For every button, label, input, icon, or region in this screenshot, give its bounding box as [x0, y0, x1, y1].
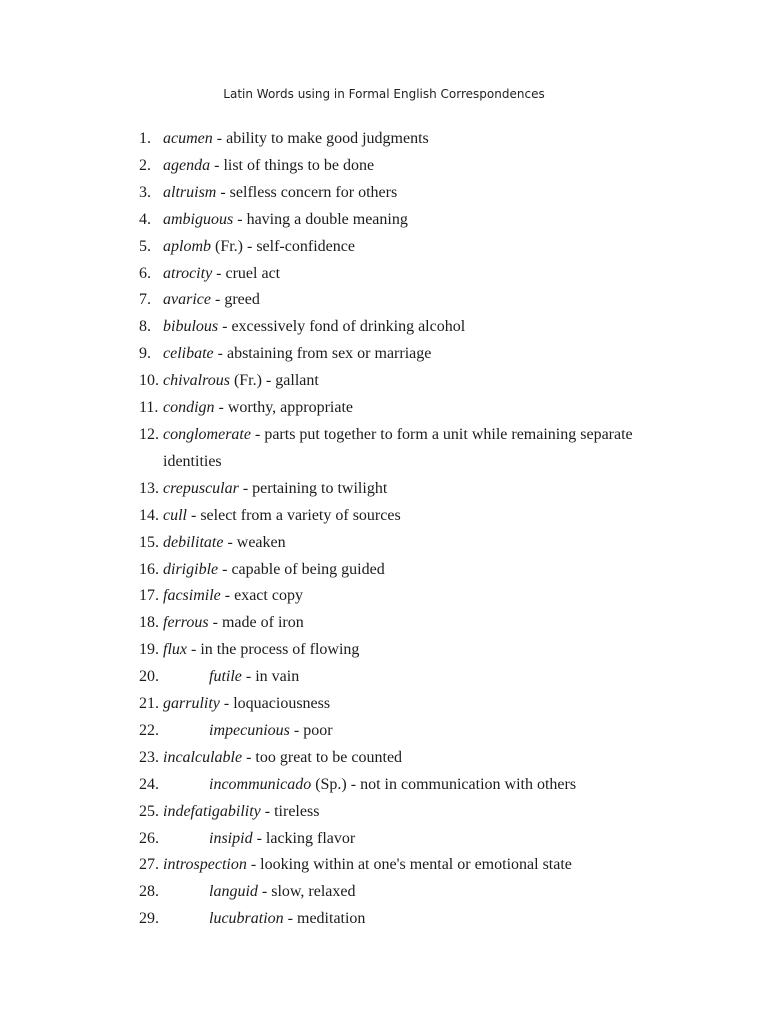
list-item [0, 314, 768, 341]
item-definition: (Fr.) - gallant [229, 372, 319, 390]
item-text [163, 207, 663, 234]
item-text [163, 503, 663, 530]
list-item [0, 180, 768, 207]
item-definition: - abstaining from sex or marriage [213, 345, 432, 363]
item-text [209, 772, 689, 799]
item-text [163, 745, 663, 772]
item-definition: - greed [210, 291, 260, 309]
item-definition: - made of iron [208, 614, 304, 632]
list-item [0, 207, 768, 234]
item-number: 8. [139, 318, 151, 336]
list-item [0, 745, 768, 772]
item-number: 21. [139, 695, 159, 713]
list-item [0, 287, 768, 314]
item-definition: - slow, relaxed [257, 883, 356, 901]
item-term: insipid [209, 829, 253, 847]
list-item [0, 153, 768, 180]
item-term: languid [209, 883, 258, 901]
item-number: 17. [139, 587, 159, 605]
list-item [0, 261, 768, 288]
item-definition: - worthy, appropriate [214, 399, 354, 417]
item-number: 20. [139, 668, 159, 686]
item-text [163, 799, 663, 826]
item-term: impecunious [209, 721, 290, 739]
item-term: debilitate [163, 533, 224, 551]
item-number: 9. [139, 345, 151, 363]
item-term: facsimile [163, 587, 221, 605]
item-term: acumen [163, 130, 213, 147]
item-text [209, 664, 689, 691]
list-item [0, 422, 768, 476]
item-number: 11. [139, 399, 159, 417]
item-number: 2. [139, 156, 151, 174]
item-number: 19. [139, 641, 159, 659]
item-term: lucubration [209, 910, 284, 928]
item-term: chivalrous [163, 372, 230, 390]
list-item [0, 826, 768, 853]
item-number: 3. [139, 183, 151, 201]
item-definition: - select from a variety of sources [187, 506, 401, 524]
item-definition: - lacking flavor [252, 829, 356, 847]
item-term: dirigible [163, 560, 219, 578]
item-text [163, 234, 663, 261]
item-definition: - selfless concern for others [216, 183, 398, 201]
item-text [163, 530, 663, 557]
item-text [163, 180, 663, 207]
item-definition: - list of things to be done [210, 156, 375, 174]
item-definition: - loquaciousness [219, 695, 331, 713]
item-text [163, 341, 663, 368]
list-item [0, 799, 768, 826]
vocabulary-list [0, 126, 768, 933]
item-term: futile [209, 668, 242, 686]
item-number: 22. [139, 721, 159, 739]
item-text [209, 826, 689, 853]
item-text [163, 422, 663, 476]
item-number: 4. [139, 210, 151, 228]
item-text [209, 718, 689, 745]
item-term: aplomb [163, 237, 211, 255]
item-number: 23. [139, 748, 159, 766]
item-text [163, 583, 663, 610]
item-definition: - too great to be counted [242, 748, 403, 766]
item-text [163, 852, 663, 879]
item-text [163, 287, 663, 314]
list-item [0, 126, 768, 153]
list-item [0, 610, 768, 637]
item-definition: - having a double meaning [233, 210, 408, 228]
item-term: crepuscular [163, 479, 239, 497]
item-term: incalculable [163, 748, 243, 766]
list-item [0, 852, 768, 879]
item-term: conglomerate [163, 425, 251, 443]
item-definition: (Sp.) - not in communication with others [311, 775, 577, 793]
item-term: ambiguous [163, 210, 234, 228]
item-number: 10. [139, 372, 159, 390]
item-number: 18. [139, 614, 159, 632]
list-item [0, 530, 768, 557]
item-term: altruism [163, 183, 217, 201]
item-term: introspection [163, 856, 247, 874]
item-text [163, 314, 663, 341]
list-item [0, 476, 768, 503]
list-item [0, 557, 768, 584]
list-item [0, 503, 768, 530]
item-number: 29. [139, 910, 159, 928]
item-term: celibate [163, 345, 214, 363]
item-text [163, 557, 663, 584]
item-text [163, 395, 663, 422]
item-definition: - cruel act [212, 264, 281, 282]
item-text [163, 476, 663, 503]
item-definition: - in vain [241, 668, 300, 686]
item-number: 25. [139, 802, 159, 820]
item-text [163, 153, 663, 180]
list-item [0, 341, 768, 368]
item-definition: - excessively fond of drinking alcohol [218, 318, 466, 336]
item-term: avarice [163, 291, 211, 309]
item-number: 15. [139, 533, 159, 551]
item-term: indefatigability [163, 802, 261, 820]
item-text [163, 610, 663, 637]
item-number: 13. [139, 479, 159, 497]
item-definition: - in the process of flowing [187, 641, 360, 659]
list-item [0, 879, 768, 906]
item-text [163, 368, 663, 395]
item-term: ferrous [163, 614, 209, 632]
item-definition: - poor [289, 721, 333, 739]
page-title: Latin Words using in Formal English Correspondences [223, 87, 545, 101]
list-item [0, 691, 768, 718]
item-term: flux [163, 641, 187, 659]
item-definition: - ability to make good judgments [212, 130, 429, 147]
item-number: 5. [139, 237, 151, 255]
item-number: 1. [139, 130, 151, 147]
item-number: 16. [139, 560, 159, 578]
item-number: 28. [139, 883, 159, 901]
item-term: bibulous [163, 318, 219, 336]
item-number: 24. [139, 775, 159, 793]
item-text [163, 637, 663, 664]
list-item [0, 637, 768, 664]
item-term: garrulity [163, 695, 220, 713]
item-term: incommunicado [209, 775, 312, 793]
item-number: 12. [139, 425, 159, 443]
list-item [0, 718, 768, 745]
item-definition: - meditation [283, 910, 366, 928]
item-definition: - looking within at one's mental or emotional state [246, 856, 572, 874]
item-term: agenda [163, 156, 211, 174]
list-item [0, 395, 768, 422]
item-definition: (Fr.) - self-confidence [211, 237, 355, 255]
item-text [209, 879, 689, 906]
list-item [0, 772, 768, 799]
item-term: cull [163, 506, 187, 524]
item-definition: - exact copy [220, 587, 303, 605]
item-text [163, 126, 663, 153]
item-definition: - tireless [260, 802, 320, 820]
item-number: 14. [139, 506, 159, 524]
item-number: 26. [139, 829, 159, 847]
item-text [209, 906, 689, 933]
item-text [163, 691, 663, 718]
list-item [0, 664, 768, 691]
item-definition: - capable of being guided [218, 560, 385, 578]
item-text [163, 261, 663, 288]
item-definition: - parts put together to form a unit while remaining separate identities [163, 425, 633, 470]
item-number: 7. [139, 291, 151, 309]
item-term: atrocity [163, 264, 213, 282]
list-item [0, 234, 768, 261]
item-number: 27. [139, 856, 159, 874]
list-item [0, 906, 768, 933]
item-definition: - pertaining to twilight [238, 479, 388, 497]
item-term: condign [163, 399, 215, 417]
item-definition: - weaken [223, 533, 286, 551]
item-number: 6. [139, 264, 151, 282]
list-item [0, 368, 768, 395]
list-item [0, 583, 768, 610]
